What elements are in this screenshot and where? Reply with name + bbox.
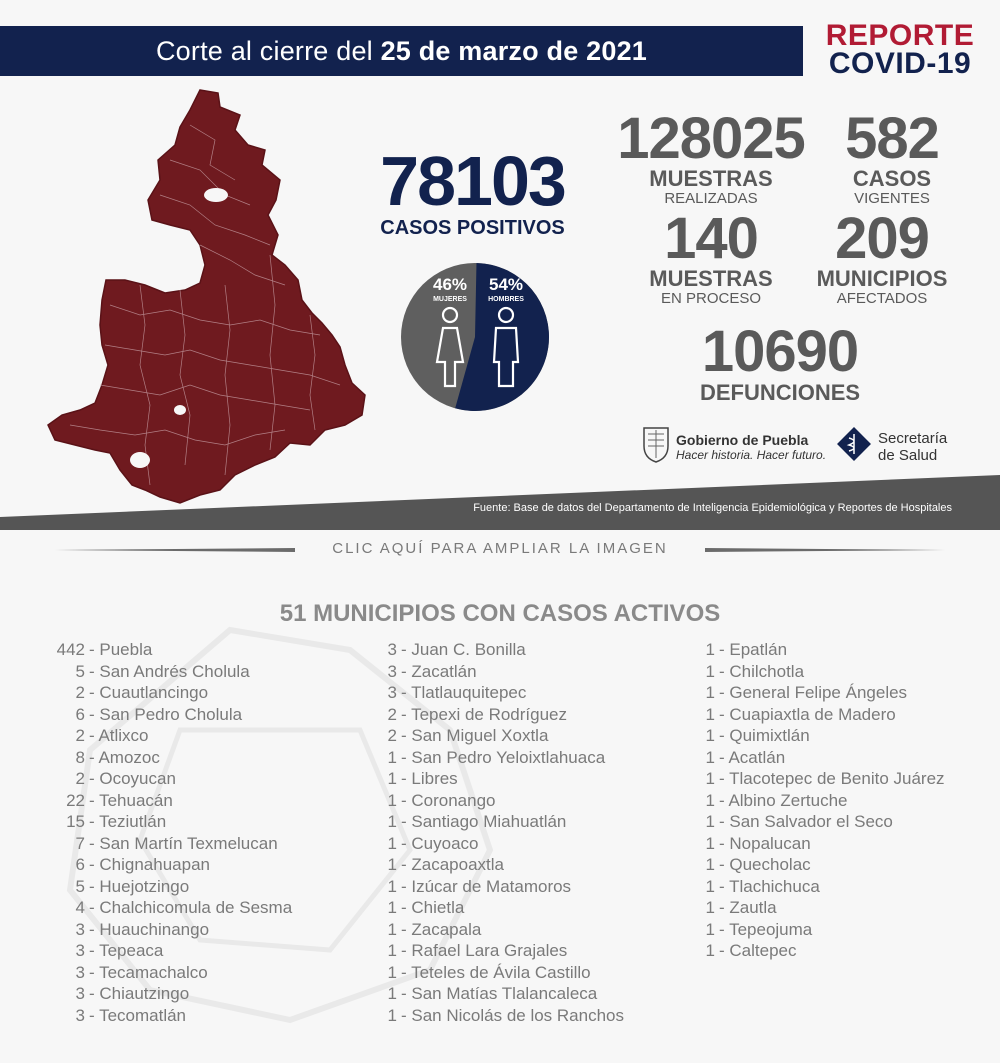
municipio-count: 5: [75, 876, 85, 896]
municipio-name: - Zautla: [719, 898, 777, 917]
deaths-label: DEFUNCIONES: [699, 380, 861, 405]
municipio-name: - Tlatlauquitepec: [401, 683, 527, 702]
men-pct: 54%: [488, 275, 524, 294]
municipio-row: [387, 661, 624, 683]
municipio-name: - Quimixtlán: [719, 726, 810, 745]
clic-bar-right: [705, 548, 945, 552]
municipio-row: [47, 919, 292, 941]
municipio-name: - Teziutlán: [89, 812, 167, 831]
municipio-name: - Ocoyucan: [89, 769, 176, 788]
municipio-name: - Amozoc: [89, 747, 160, 767]
municipio-row: [705, 747, 945, 769]
municipio-name: - Chietla: [401, 898, 465, 917]
municipio-name: - Chilchotla: [719, 661, 805, 681]
municipio-count: 3: [75, 962, 85, 982]
municipio-row: [387, 854, 624, 876]
caduceus-icon: [836, 426, 872, 462]
municipio-name: - Caltepec: [719, 941, 797, 960]
municipio-name: - Coronango: [401, 790, 496, 810]
municipio-row: [387, 768, 624, 790]
municipio-count: 1: [705, 747, 715, 767]
current-cases-label: CASOS: [852, 166, 932, 191]
municipios-column-1: [47, 639, 292, 1026]
municipio-row: [387, 983, 624, 1005]
municipio-name: - Puebla: [89, 640, 153, 659]
municipio-name: - Tlachichuca: [719, 876, 820, 896]
municipio-name: - San Salvador el Seco: [719, 812, 893, 831]
municipio-count: 1: [705, 941, 715, 960]
municipio-row: [387, 704, 624, 726]
municipio-name: - Rafael Lara Grajales: [401, 941, 568, 960]
samples-taken-value: 128025: [617, 106, 805, 171]
municipio-name: - San Andrés Cholula: [89, 661, 250, 681]
men-label: HOMBRES: [488, 296, 524, 303]
municipio-name: - Chiautzingo: [89, 984, 190, 1003]
date-prefix: Corte al cierre del: [155, 36, 381, 66]
municipio-count: 1: [705, 661, 715, 681]
municipio-count: 1: [387, 962, 397, 982]
municipio-name: - San Nicolás de los Ranchos: [401, 1005, 625, 1025]
municipio-count: 1: [705, 726, 715, 745]
municipio-row: [47, 682, 292, 704]
municipio-count: 1: [387, 790, 397, 810]
municipio-row: [705, 661, 945, 683]
samples-in-process-value: 140: [664, 206, 758, 271]
municipio-row: [705, 725, 945, 747]
municipio-count: 6: [75, 855, 85, 874]
municipio-row: [47, 725, 292, 747]
women-pct: 46%: [432, 275, 468, 294]
report-brand: [820, 19, 980, 80]
municipio-count: 1: [387, 747, 397, 767]
women-label: MUJERES: [433, 296, 467, 303]
municipio-row: [387, 790, 624, 812]
samples-in-process-sublabel: EN PROCESO: [660, 290, 762, 307]
municipios-column-2: [387, 639, 624, 1026]
affected-municipalities-value: 209: [835, 206, 929, 271]
municipio-count: 3: [75, 984, 85, 1003]
municipio-count: 3: [75, 919, 85, 939]
municipio-name: - Tlacotepec de Benito Juárez: [719, 769, 945, 788]
municipio-count: 1: [705, 833, 715, 853]
municipio-row: [47, 704, 292, 726]
municipio-count: 3: [387, 683, 397, 702]
municipio-count: 442: [56, 640, 85, 659]
municipio-row: [705, 682, 945, 704]
gobierno-slogan: Hacer historia. Hacer futuro.: [676, 448, 827, 462]
municipio-row: [705, 704, 945, 726]
municipio-count: 3: [75, 1005, 85, 1025]
municipio-row: [387, 940, 624, 962]
municipio-count: 5: [75, 661, 85, 681]
positive-cases: [360, 142, 585, 239]
municipio-row: [47, 854, 292, 876]
municipio-count: 22: [66, 790, 85, 810]
municipio-name: - San Miguel Xoxtla: [401, 726, 549, 745]
municipio-count: 2: [387, 726, 397, 745]
gobierno-puebla-logo: [640, 420, 827, 468]
source-note: Fuente: Base de datos del Departamento de Inteligencia Epidemiológica y Reportes de Hospitales: [473, 502, 952, 514]
municipio-count: 1: [387, 1005, 397, 1025]
municipio-name: - Izúcar de Matamoros: [401, 876, 572, 896]
municipio-row: [387, 1005, 624, 1027]
municipios-title: 51 MUNICIPIOS CON CASOS ACTIVOS: [279, 600, 721, 627]
map-gap: [204, 188, 228, 202]
municipio-name: - Cuapiaxtla de Madero: [719, 704, 896, 724]
municipio-name: - Juan C. Bonilla: [401, 640, 526, 659]
municipio-row: [47, 897, 292, 919]
municipio-count: 1: [705, 919, 715, 939]
logos: [640, 420, 960, 468]
municipio-count: 2: [75, 683, 85, 702]
municipio-row: [705, 919, 945, 941]
municipio-row: [47, 1005, 292, 1027]
municipio-name: - Acatlán: [719, 747, 786, 767]
municipio-name: - Tepexi de Rodríguez: [401, 704, 568, 724]
municipio-row: [387, 962, 624, 984]
municipio-count: 1: [387, 833, 397, 853]
municipio-name: - Cuautlancingo: [89, 683, 209, 702]
deaths-value: 10690: [701, 319, 859, 384]
municipio-count: 1: [387, 984, 397, 1003]
municipio-count: 6: [75, 704, 85, 724]
municipio-name: - Huejotzingo: [89, 876, 190, 896]
municipio-name: - Epatlán: [719, 640, 788, 659]
municipio-count: 1: [705, 855, 715, 874]
municipio-count: 1: [387, 812, 397, 831]
municipio-row: [705, 639, 945, 661]
municipio-count: 2: [75, 726, 85, 745]
samples-taken: [608, 106, 814, 208]
municipio-name: - San Matías Tlalancaleca: [401, 984, 598, 1003]
municipio-name: - Tehuacán: [89, 790, 173, 810]
current-cases-sublabel: VIGENTES: [854, 190, 930, 207]
municipios-column-3: [705, 639, 945, 962]
municipio-row: [387, 682, 624, 704]
municipio-name: - San Martín Texmelucan: [89, 833, 278, 853]
samples-taken-sublabel: REALIZADAS: [664, 190, 758, 207]
municipio-name: - San Pedro Cholula: [89, 704, 243, 724]
municipio-count: 1: [705, 683, 715, 702]
municipio-name: - Huauchinango: [89, 919, 210, 939]
puebla-map: [40, 85, 370, 510]
deaths: [680, 319, 880, 405]
municipio-row: [705, 768, 945, 790]
municipio-count: 1: [705, 640, 715, 659]
municipio-row: [47, 768, 292, 790]
municipio-count: 1: [705, 898, 715, 917]
municipio-row: [47, 833, 292, 855]
municipio-count: 3: [387, 640, 397, 659]
brand-line-1: REPORTE: [825, 19, 975, 52]
municipio-name: - Teteles de Ávila Castillo: [401, 962, 591, 982]
municipio-name: - Tepeaca: [89, 941, 164, 960]
state-shape: [48, 90, 365, 503]
municipio-row: [47, 876, 292, 898]
municipio-row: [47, 940, 292, 962]
municipio-row: [387, 747, 624, 769]
municipio-name: - Zacapala: [401, 919, 482, 939]
municipio-count: 3: [75, 941, 85, 960]
municipio-name: - Chignahuapan: [89, 855, 210, 874]
municipio-row: [387, 897, 624, 919]
enlarge-image-link[interactable]: CLIC AQUÍ PARA AMPLIAR LA IMAGEN: [332, 540, 668, 557]
municipio-name: - Zacatlán: [401, 661, 477, 681]
municipio-name: - Cuyoaco: [401, 833, 479, 853]
clic-bar-left: [55, 548, 295, 552]
municipio-row: [705, 897, 945, 919]
municipio-count: 2: [75, 769, 85, 788]
gobierno-title: Gobierno de Puebla: [676, 432, 809, 448]
municipio-count: 2: [387, 704, 397, 724]
salud-line-2: de Salud: [878, 447, 938, 464]
municipio-name: - Zacapoaxtla: [401, 855, 504, 874]
affected-municipalities: [806, 206, 958, 308]
municipio-row: [705, 833, 945, 855]
secretaria-salud-logo: [836, 420, 960, 468]
municipio-name: - Chalchicomula de Sesma: [89, 898, 293, 917]
municipio-count: 1: [387, 941, 397, 960]
map-gap: [174, 405, 186, 415]
municipio-count: 1: [705, 790, 715, 810]
municipio-count: 1: [387, 769, 397, 788]
date-banner: [0, 26, 803, 76]
municipio-name: - San Pedro Yeloixtlahuaca: [401, 747, 606, 767]
municipio-name: - Tepeojuma: [719, 919, 813, 939]
puebla-shield-icon: [640, 424, 672, 464]
affected-municipalities-sublabel: AFECTADOS: [836, 290, 928, 307]
samples-taken-label: MUESTRAS: [649, 166, 773, 191]
brand-line-2: COVID-19: [828, 47, 972, 80]
municipio-count: 1: [705, 769, 715, 788]
municipio-count: 1: [387, 876, 397, 896]
municipio-row: [705, 811, 945, 833]
samples-in-process: [630, 206, 792, 308]
municipio-count: 1: [705, 704, 715, 724]
municipio-row: [387, 919, 624, 941]
municipio-name: - Santiago Miahuatlán: [401, 812, 567, 831]
municipio-row: [47, 639, 292, 661]
municipio-name: - Tecamachalco: [89, 962, 208, 982]
gender-split-chart: [400, 262, 550, 412]
date-value: 25 de marzo de 2021: [380, 36, 648, 66]
municipio-name: - Libres: [401, 769, 458, 788]
municipio-name: - Quecholac: [719, 855, 811, 874]
municipio-row: [705, 790, 945, 812]
salud-line-1: Secretaría: [878, 430, 948, 447]
municipio-row: [47, 983, 292, 1005]
municipio-row: [47, 747, 292, 769]
municipio-name: - General Felipe Ángeles: [719, 683, 908, 702]
municipio-row: [47, 661, 292, 683]
municipio-count: 1: [387, 898, 397, 917]
municipio-count: 7: [75, 833, 85, 853]
municipio-row: [47, 790, 292, 812]
municipio-count: 1: [705, 812, 715, 831]
municipio-row: [387, 725, 624, 747]
municipio-count: 1: [705, 876, 715, 896]
municipio-name: - Tecomatlán: [89, 1005, 187, 1025]
municipio-name: - Albino Zertuche: [719, 790, 848, 810]
municipio-row: [47, 962, 292, 984]
municipio-row: [47, 811, 292, 833]
affected-municipalities-label: MUNICIPIOS: [816, 266, 948, 291]
municipio-row: [387, 876, 624, 898]
municipio-count: 8: [75, 747, 85, 767]
municipio-count: 1: [387, 919, 397, 939]
municipio-row: [705, 876, 945, 898]
positive-cases-value: 78103: [380, 142, 565, 220]
map-gap: [130, 452, 150, 468]
municipio-row: [387, 639, 624, 661]
positive-cases-label: CASOS POSITIVOS: [380, 217, 565, 239]
municipio-count: 1: [387, 855, 397, 874]
municipio-count: 15: [66, 812, 85, 831]
municipio-row: [387, 833, 624, 855]
municipio-row: [705, 854, 945, 876]
municipio-row: [705, 940, 945, 962]
current-cases-value: 582: [845, 106, 939, 171]
municipio-count: 3: [387, 661, 397, 681]
municipio-name: - Atlixco: [89, 726, 149, 745]
current-cases: [820, 106, 964, 208]
municipio-row: [387, 811, 624, 833]
samples-in-process-label: MUESTRAS: [649, 266, 773, 291]
municipio-name: - Nopalucan: [719, 833, 811, 853]
municipio-count: 4: [75, 898, 85, 917]
